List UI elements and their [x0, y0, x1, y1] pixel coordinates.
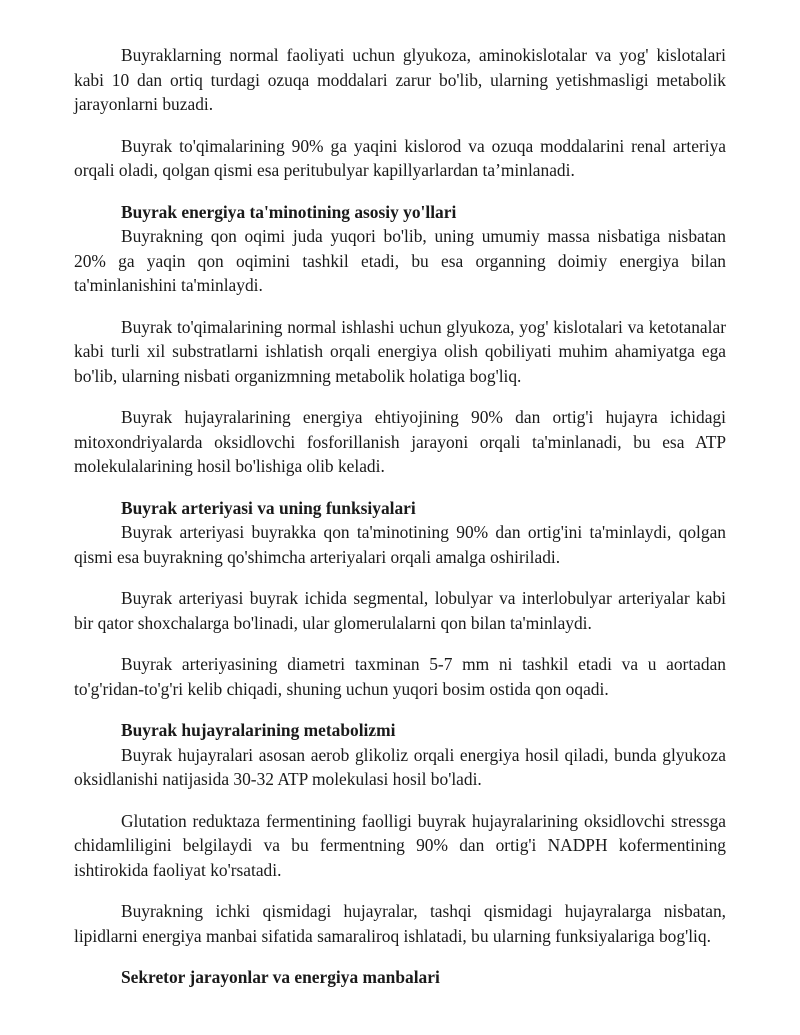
paragraph: Buyrak arteriyasining diametri taxminan 5-7 mm ni tashkil etadi va u aortadan to'g'ridan-to'g'ri kelib chiqadi, shuning uchun yuqori bosim ostida qon oqadi.: [74, 654, 726, 699]
section-heading: Buyrak arteriyasi va uning funksiyalari: [121, 497, 416, 518]
paragraph: Buyrakning qon oqimi juda yuqori bo'lib, uning umumiy massa nisbatiga nisbatan 20% ga yaqin qon oqimini tashkil etadi, bu esa organning doimiy energiya bilan ta'minlanishini ta'minlaydi.: [74, 226, 726, 295]
paragraph: Buyraklarning normal faoliyati uchun glyukoza, aminokislotalar va yog' kislotalari kabi 10 dan ortiq turdagi ozuqa moddalari zarur bo'lib, ularning yetishmasligi metabolik jarayonlarni buzadi.: [74, 45, 726, 114]
paragraph: Buyrak arteriyasi buyrak ichida segmental, lobulyar va interlobulyar arteriyalar kabi bir qator shoxchalarga bo'linadi, ular glomerulalarni qon bilan ta'minlaydi.: [74, 588, 726, 633]
section-heading: Buyrak energiya ta'minotining asosiy yo'llari: [121, 201, 457, 222]
section-heading: Sekretor jarayonlar va energiya manbalari: [121, 967, 440, 987]
paragraph: Buyrak hujayralari asosan aerob glikoliz orqali energiya hosil qiladi, bunda glyukoza oksidlanishi natijasida 30-32 ATP molekulasi hosil bo'ladi.: [74, 744, 726, 789]
paragraph: Buyrakning ichki qismidagi hujayralar, tashqi qismidagi hujayralarga nisbatan, lipidlarni energiya manbai sifatida samaraliroq ishlatadi, bu ularning funksiyalariga bog'liq.: [74, 901, 726, 946]
document-body: [74, 43, 726, 990]
section-heading: Buyrak hujayralarining metabolizmi: [121, 720, 396, 740]
paragraph: Buyrak to'qimalarining normal ishlashi uchun glyukoza, yog' kislotalari va ketotanalar kabi turli xil substratlarni ishlatish orqali energiya olish qobiliyati muhim ahamiyatga ega bo'lib, ularning nisbati organizmning metabolik holatiga bog'liq.: [74, 316, 726, 386]
paragraph: Glutation reduktaza fermentining faolligi buyrak hujayralarining oksidlovchi stressga chidamliligini belgilaydi va bu fermentning 90% dan ortig'i NADPH kofermentining ishtirokida faoliyat ko'rsatadi.: [74, 810, 726, 880]
paragraph: Buyrak hujayralarining energiya ehtiyojining 90% dan ortig'i hujayra ichidagi mitoxondriyalarda oksidlovchi fosforillanish jarayoni orqali ta'minlanadi, bu esa ATP molekulalarining hosil bo'lishiga olib keladi.: [74, 407, 726, 476]
paragraph: Buyrak arteriyasi buyrakka qon ta'minotining 90% dan ortig'ini ta'minlaydi, qolgan qismi esa buyrakning qo'shimcha arteriyalari orqali amalga oshiriladi.: [74, 522, 726, 567]
paragraph: Buyrak to'qimalarining 90% ga yaqini kislorod va ozuqa moddalarini renal arteriya orqali oladi, qolgan qismi esa peritubulyar kapillyarlardan ta’minlanadi.: [74, 135, 726, 180]
